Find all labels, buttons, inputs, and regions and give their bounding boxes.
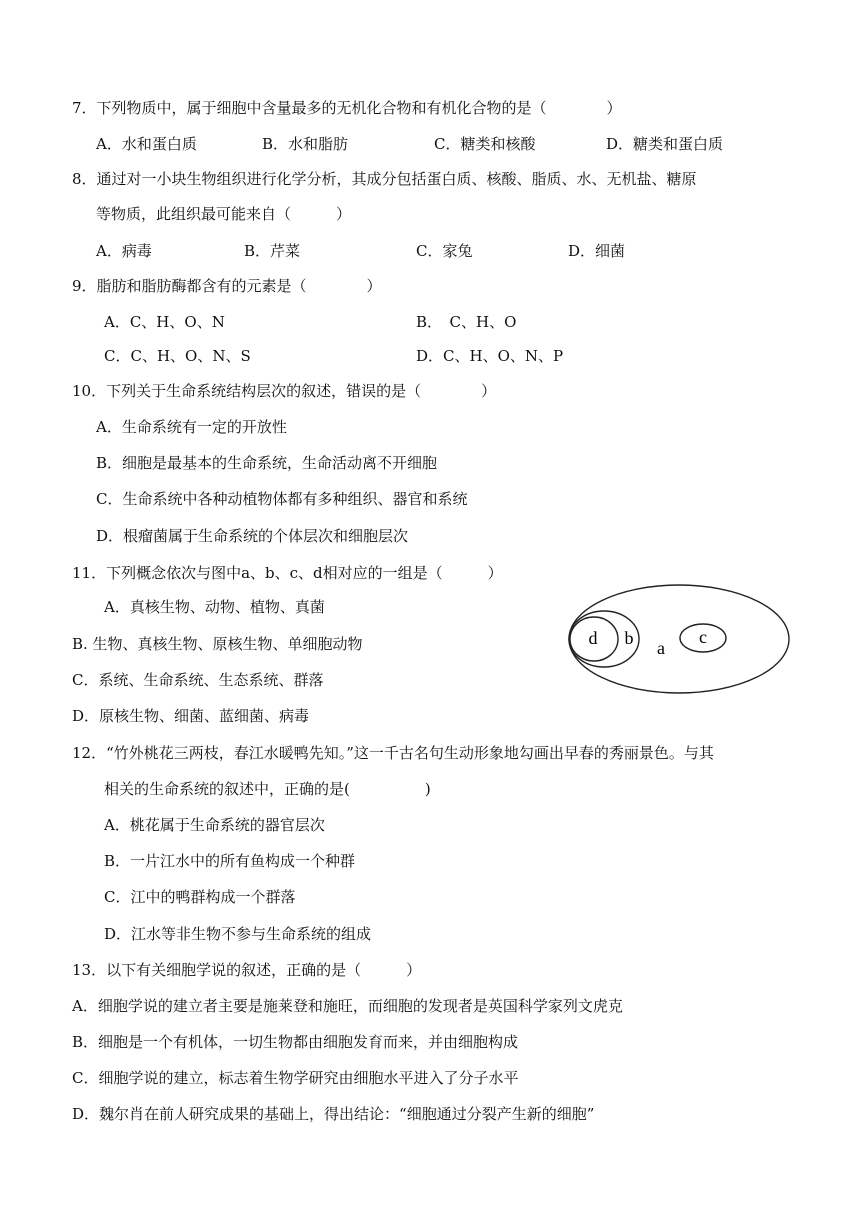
q9-option-b: B． C、H、O	[416, 313, 517, 331]
q8-option-b: B．芹菜	[244, 242, 301, 260]
q12-stem-line1: 12．“竹外桃花三两枝，春江水暖鸭先知。”这一千古名句生动形象地勾画出早春的秀丽景色。与其	[72, 744, 714, 762]
q10-option-b: B．细胞是最基本的生命系统，生命活动离不开细胞	[96, 454, 438, 472]
q12-option-a: A．桃花属于生命系统的器官层次	[104, 816, 325, 834]
q10-option-c: C．生命系统中各种动植物体都有多种组织、器官和系统	[96, 490, 468, 508]
q11-option-b: B. 生物、真核生物、原核生物、单细胞动物	[72, 635, 363, 653]
q9-option-d: D．C、H、O、N、P	[416, 347, 564, 365]
q7-option-d: D．糖类和蛋白质	[606, 135, 724, 153]
q10-option-d: D．根瘤菌属于生命系统的个体层次和细胞层次	[96, 527, 409, 545]
q12-option-d: D．江水等非生物不参与生命系统的组成	[104, 925, 372, 943]
q13-option-d: D．魏尔肖在前人研究成果的基础上，得出结论：“细胞通过分裂产生新的细胞”	[72, 1105, 595, 1123]
q12-option-c: C．江中的鸭群构成一个群落	[104, 888, 296, 906]
label-d: d	[588, 628, 598, 648]
q7-stem: 7．下列物质中，属于细胞中含量最多的无机化合物和有机化合物的是（ ）	[72, 99, 622, 117]
label-b: b	[624, 628, 634, 648]
q9-stem: 9．脂肪和脂肪酶都含有的元素是（ ）	[72, 277, 382, 295]
q13-option-c: C．细胞学说的建立，标志着生物学研究由细胞水平进入了分子水平	[72, 1069, 519, 1087]
q9-option-a: A．C、H、O、N	[104, 313, 225, 331]
ellipse-a	[569, 585, 789, 693]
label-a: a	[657, 638, 665, 658]
q8-stem-line1: 8．通过对一小块生物组织进行化学分析，其成分包括蛋白质、核酸、脂质、水、无机盐、糖原	[72, 170, 697, 188]
q11-option-a: A．真核生物、动物、植物、真菌	[104, 598, 325, 616]
q10-option-a: A．生命系统有一定的开放性	[96, 418, 287, 436]
q13-stem: 13．以下有关细胞学说的叙述，正确的是（ ）	[72, 961, 422, 979]
q8-option-c: C．家兔	[416, 242, 473, 260]
q13-option-a: A．细胞学说的建立者主要是施莱登和施旺，而细胞的发现者是英国科学家列文虎克	[72, 997, 623, 1015]
q13-option-b: B．细胞是一个有机体，一切生物都由细胞发育而来，并由细胞构成	[72, 1033, 519, 1051]
q7-option-a: A．水和蛋白质	[96, 135, 197, 153]
label-c: c	[699, 627, 707, 647]
q7-option-c: C．糖类和核酸	[434, 135, 536, 153]
q8-option-d: D．细菌	[568, 242, 626, 260]
q9-option-c: C．C、H、O、N、S	[104, 347, 251, 365]
q8-option-a: A．病毒	[96, 242, 152, 260]
q11-option-c: C．系统、生命系统、生态系统、群落	[72, 671, 324, 689]
q8-stem-line2: 等物质，此组织最可能来自（ ）	[96, 205, 352, 223]
q12-stem-line2: 相关的生命系统的叙述中，正确的是( )	[104, 780, 431, 798]
q7-option-b: B．水和脂肪	[262, 135, 349, 153]
q11-stem: 11．下列概念依次与图中a、b、c、d相对应的一组是（ ）	[72, 564, 503, 582]
q12-option-b: B．一片江水中的所有鱼构成一个种群	[104, 852, 356, 870]
q11-concept-diagram	[566, 582, 796, 696]
q11-option-d: D．原核生物、细菌、蓝细菌、病毒	[72, 707, 310, 725]
q10-stem: 10．下列关于生命系统结构层次的叙述，错误的是（ ）	[72, 382, 497, 400]
